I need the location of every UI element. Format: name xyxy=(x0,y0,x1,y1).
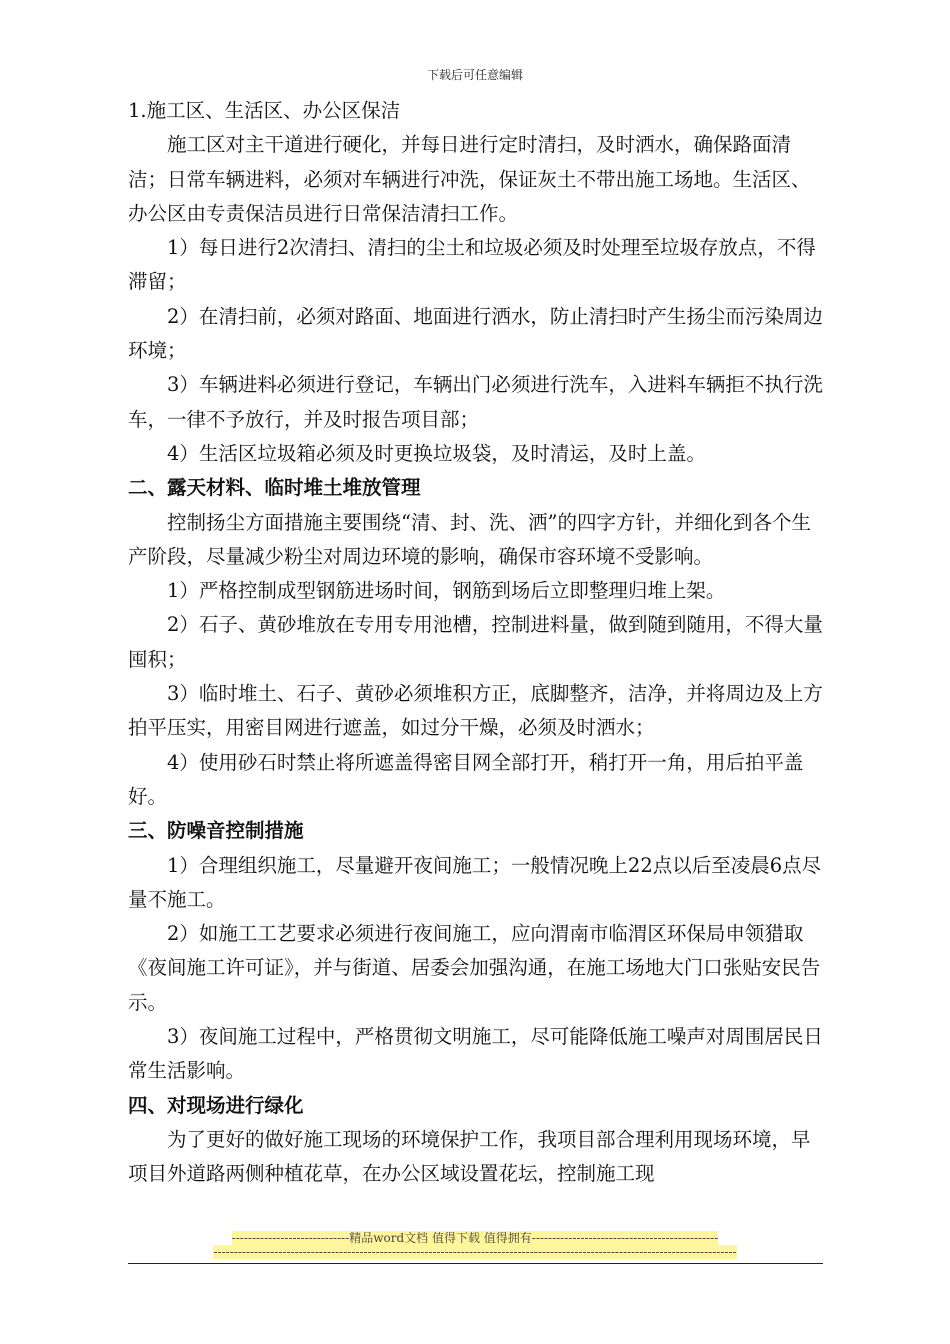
footer-dashes xyxy=(0,1245,950,1259)
footer-banner-text: -----------------------------精品word文档 值得下载 值得拥有---------------------------------------------- xyxy=(231,1231,719,1245)
body-paragraph: 1）严格控制成型钢筋进场时间，钢筋到场后立即整理归堆上架。 xyxy=(167,579,726,603)
body-paragraph: 4）使用砂石时禁止将所遮盖得密目网全部打开，稍打开一角，用后拍平盖好。 xyxy=(128,750,804,808)
section-heading-2: 二、露天材料、临时堆土堆放管理 xyxy=(128,476,421,500)
footer-rule xyxy=(128,1263,823,1264)
section-heading-3: 三、防噪音控制措施 xyxy=(128,819,304,843)
header-note: 下载后可任意编辑 xyxy=(426,68,523,82)
body-paragraph: 1）合理组织施工，尽量避开夜间施工；一般情况晚上22点以后至凌晨6点尽量不施工。 xyxy=(128,853,822,911)
body-paragraph: 为了更好的做好施工现场的环境保护工作，我项目部合理利用现场环境，早项目外道路两侧种植花草，在办公区域设置花坛，控制施工现 xyxy=(128,1127,811,1186)
body-paragraph: 2）石子、黄砂堆放在专用专用池槽，控制进料量，做到随到随用，不得大量囤积； xyxy=(128,613,823,671)
document-body xyxy=(128,94,828,1192)
footer-dashes-text: --------------------------------------------------------------------------------------------------------------------------------- xyxy=(213,1245,737,1259)
body-paragraph: 3）夜间施工过程中，严格贯彻文明施工，尽可能降低施工噪声对周围居民日常生活影响。 xyxy=(128,1025,823,1083)
body-paragraph: 控制扬尘方面措施主要围绕“清、封、洗、洒”的四字方针，并细化到各个生产阶段，尽量减少粉尘对周边环境的影响，确保市容环境不受影响。 xyxy=(128,510,811,568)
body-paragraph: 2）在清扫前，必须对路面、地面进行洒水，防止清扫时产生扬尘而污染周边环境； xyxy=(128,304,823,363)
footer-banner xyxy=(0,1229,950,1246)
section-heading-1: 1.施工区、生活区、办公区保洁 xyxy=(128,99,401,122)
body-paragraph: 3）临时堆土、石子、黄砂必须堆积方正，底脚整齐，洁净，并将周边及上方拍平压实，用密目网进行遮盖，如过分干燥，必须及时洒水； xyxy=(128,682,823,740)
body-paragraph: 2）如施工工艺要求必须进行夜间施工，应向渭南市临渭区环保局申领猎取《夜间施工许可证》，并与街道、居委会加强沟通，在施工场地大门口张贴安民告示。 xyxy=(128,922,821,1014)
body-paragraph: 3）车辆进料必须进行登记，车辆出门必须进行洗车，入进料车辆拒不执行洗车，一律不予放行，并及时报告项目部； xyxy=(128,373,823,431)
section-heading-4: 四、对现场进行绿化 xyxy=(128,1093,304,1117)
body-paragraph: 1）每日进行2次清扫、清扫的尘土和垃圾必须及时处理至垃圾存放点，不得滞留； xyxy=(128,236,816,294)
body-paragraph: 4）生活区垃圾箱必须及时更换垃圾袋，及时清运，及时上盖。 xyxy=(167,441,706,465)
body-paragraph: 施工区对主干道进行硬化，并每日进行定时清扫，及时洒水，确保路面清洁；日常车辆进料，必须对车辆进行冲洗，保证灰土不带出施工场地。生活区、办公区由专责保洁员进行日常保洁清扫工作。 xyxy=(128,133,811,225)
